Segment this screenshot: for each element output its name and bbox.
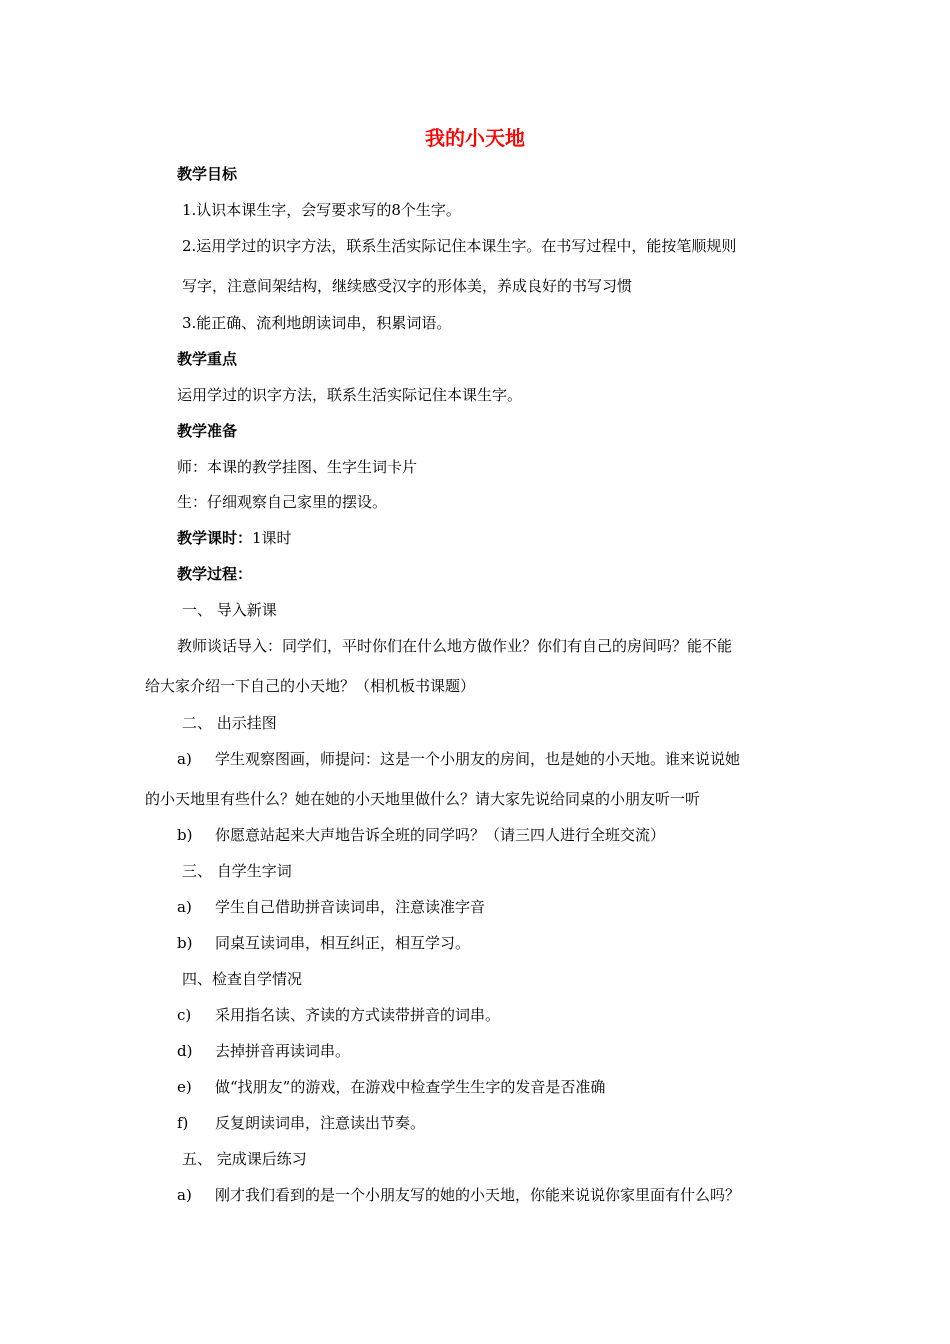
prep-heading: 教学准备 — [177, 422, 238, 440]
hours-line — [177, 528, 292, 548]
step-5-heading: 五、 完成课后练习 — [182, 1150, 307, 1168]
goal-item-1: 1.认识本课生字，会写要求写的8个生字。 — [182, 201, 461, 219]
step-2-item-b — [177, 825, 665, 845]
step-4-item-f — [177, 1113, 425, 1133]
goals-heading: 教学目标 — [177, 165, 238, 183]
list-text: 同桌互读词串，相互纠正，相互学习。 — [215, 934, 471, 952]
list-text: 学生自己借助拼音读词串，注意读准字音 — [215, 898, 486, 916]
step-3-heading: 三、 自学生字词 — [182, 862, 292, 880]
document-title: 我的小天地 — [425, 126, 525, 150]
list-text: 做“找朋友”的游戏，在游戏中检查学生生字的发音是否准确 — [215, 1078, 606, 1096]
step-4-item-c — [177, 1005, 500, 1025]
list-text: 学生观察图画，师提问：这是一个小朋友的房间，也是她的小天地。谁来说说她 — [215, 750, 741, 768]
process-heading: 教学过程： — [177, 565, 253, 583]
step-5-item-a — [177, 1185, 740, 1205]
step-3-item-a — [177, 897, 485, 917]
list-marker: f) — [177, 1114, 189, 1132]
step-1-para-line-1: 教师谈话导入：同学们，平时你们在什么地方做作业？你们有自己的房间吗？能不能 — [177, 637, 733, 655]
list-marker: a) — [177, 898, 192, 916]
list-text: 反复朗读词串，注意读出节奏。 — [215, 1114, 426, 1132]
step-2-item-a-cont: 的小天地里有些什么？她在她的小天地里做什么？请大家先说给同桌的小朋友听一听 — [145, 790, 701, 808]
list-text: 你愿意站起来大声地告诉全班的同学吗？（请三四人进行全班交流） — [215, 826, 666, 844]
goal-item-2: 2.运用学过的识字方法，联系生活实际记住本课生字。在书写过程中，能按笔顺规则 — [182, 237, 737, 255]
list-marker: b) — [177, 826, 193, 844]
list-marker: b) — [177, 934, 193, 952]
list-text: 去掉拼音再读词串。 — [215, 1042, 351, 1060]
step-4-item-e — [177, 1077, 605, 1097]
focus-heading: 教学重点 — [177, 350, 238, 368]
step-1-para-line-2: 给大家介绍一下自己的小天地？（相机板书课题） — [145, 677, 476, 695]
list-text: 采用指名读、齐读的方式读带拼音的词串。 — [215, 1006, 501, 1024]
goal-item-3: 3.能正确、流利地朗读词串，积累词语。 — [182, 314, 452, 332]
step-1-heading: 一、 导入新课 — [182, 601, 277, 619]
list-marker: d) — [177, 1042, 193, 1060]
list-marker: c) — [177, 1006, 192, 1024]
prep-teacher: 师：本课的教学挂图、生字生词卡片 — [177, 458, 418, 476]
list-marker: a) — [177, 750, 192, 768]
hours-label: 教学课时： — [177, 529, 253, 547]
step-4-item-d — [177, 1041, 350, 1061]
focus-text: 运用学过的识字方法，联系生活实际记住本课生字。 — [177, 386, 523, 404]
step-3-item-b — [177, 933, 470, 953]
step-4-heading: 四、检查自学情况 — [182, 970, 303, 988]
list-marker: e) — [177, 1078, 192, 1096]
list-text: 刚才我们看到的是一个小朋友写的她的小天地，你能来说说你家里面有什么吗？ — [215, 1186, 741, 1204]
hours-value: 1课时 — [252, 529, 292, 547]
step-2-heading: 二、 出示挂图 — [182, 714, 277, 732]
goal-item-2-cont: 写字，注意间架结构，继续感受汉字的形体美，养成良好的书写习惯 — [182, 277, 633, 295]
step-2-item-a — [177, 749, 740, 769]
list-marker: a) — [177, 1186, 192, 1204]
prep-student: 生：仔细观察自己家里的摆设。 — [177, 493, 388, 511]
